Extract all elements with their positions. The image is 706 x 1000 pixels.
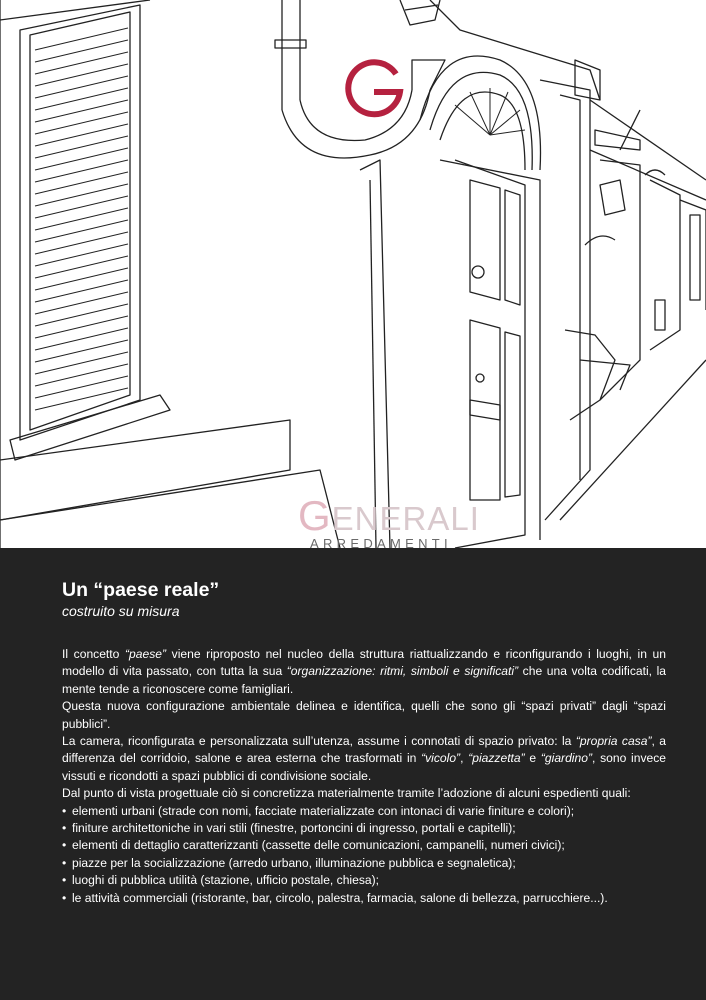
- expedients-list: [62, 803, 666, 907]
- g-logo-icon: [338, 56, 408, 126]
- text-run-italic: “vicolo”: [421, 751, 461, 766]
- article-subtitle: costruito su misura: [62, 603, 180, 619]
- brand-name-rest: ENERALI: [331, 500, 480, 537]
- text-run: ,: [460, 751, 469, 766]
- text-run-italic: “piazzetta”: [468, 751, 525, 766]
- brand-tagline: ARREDAMENTI: [310, 536, 452, 551]
- text-panel: [0, 548, 706, 1000]
- text-run: Il concetto: [62, 647, 126, 661]
- list-item: • finiture architettoniche in vari stili (finestre, portoncini di ingresso, portali e capitelli);: [62, 820, 666, 837]
- text-run-italic: “propria casa”: [575, 734, 652, 749]
- article-body: [62, 646, 666, 907]
- paragraph-configuration: Questa nuova configurazione ambientale delinea e identifica, quelli che sono gli “spazi privati” dagli “spazi pubblici”.: [62, 699, 666, 731]
- text-run-italic: “giardino”: [540, 751, 592, 766]
- list-item: • piazze per la socializzazione (arredo urbano, illuminazione pubblica e segnaletica);: [62, 855, 666, 872]
- brand-watermark: [298, 492, 480, 566]
- paragraph-design: Dal punto di vista progettuale ciò si concretizza materialmente tramite l’adozione di alcuni espedienti quali:: [62, 786, 631, 801]
- text-run: viene riproposto nel nucleo della struttura riattualizzando e riconfigurando i luoghi, in un modello di vita passato, con tutta la sua: [62, 647, 666, 679]
- text-run: , sono invece vissuti e ricondotti a spazi pubblici di condivisione sociale.: [62, 751, 667, 783]
- list-item: • elementi urbani (strade con nomi, facciate materializzate con intonaci di varie finiture e colori);: [62, 803, 666, 820]
- list-item: • luoghi di pubblica utilità (stazione, ufficio postale, chiesa);: [62, 872, 666, 889]
- text-run: La camera, riconfigurata e personalizzata sull’utenza, assume i connotati di spazio privato: la: [62, 734, 576, 749]
- text-run: , a differenza del corridoio, salone e area esterna che trasformati in: [62, 734, 666, 766]
- text-run: che una volta codificati, la mente tende a riconoscere come famigliari.: [62, 664, 666, 696]
- brand-name: [298, 492, 480, 539]
- text-run-italic: “organizzazione: ritmi, simboli e significati”: [286, 664, 519, 679]
- paragraph-concept: [62, 646, 666, 698]
- text-run: e: [524, 751, 541, 766]
- list-item: • le attività commerciali (ristorante, bar, circolo, palestra, farmacia, salone di bellezza, parrucchiere...).: [62, 890, 666, 907]
- brand-name-initial: G: [298, 492, 332, 539]
- text-run-italic: “paese”: [125, 647, 167, 661]
- article-title: Un “paese reale”: [62, 579, 220, 601]
- paragraph-room: [62, 733, 666, 785]
- list-item: • elementi di dettaglio caratterizzanti (cassette delle comunicazioni, campanelli, numeri civici);: [62, 837, 666, 854]
